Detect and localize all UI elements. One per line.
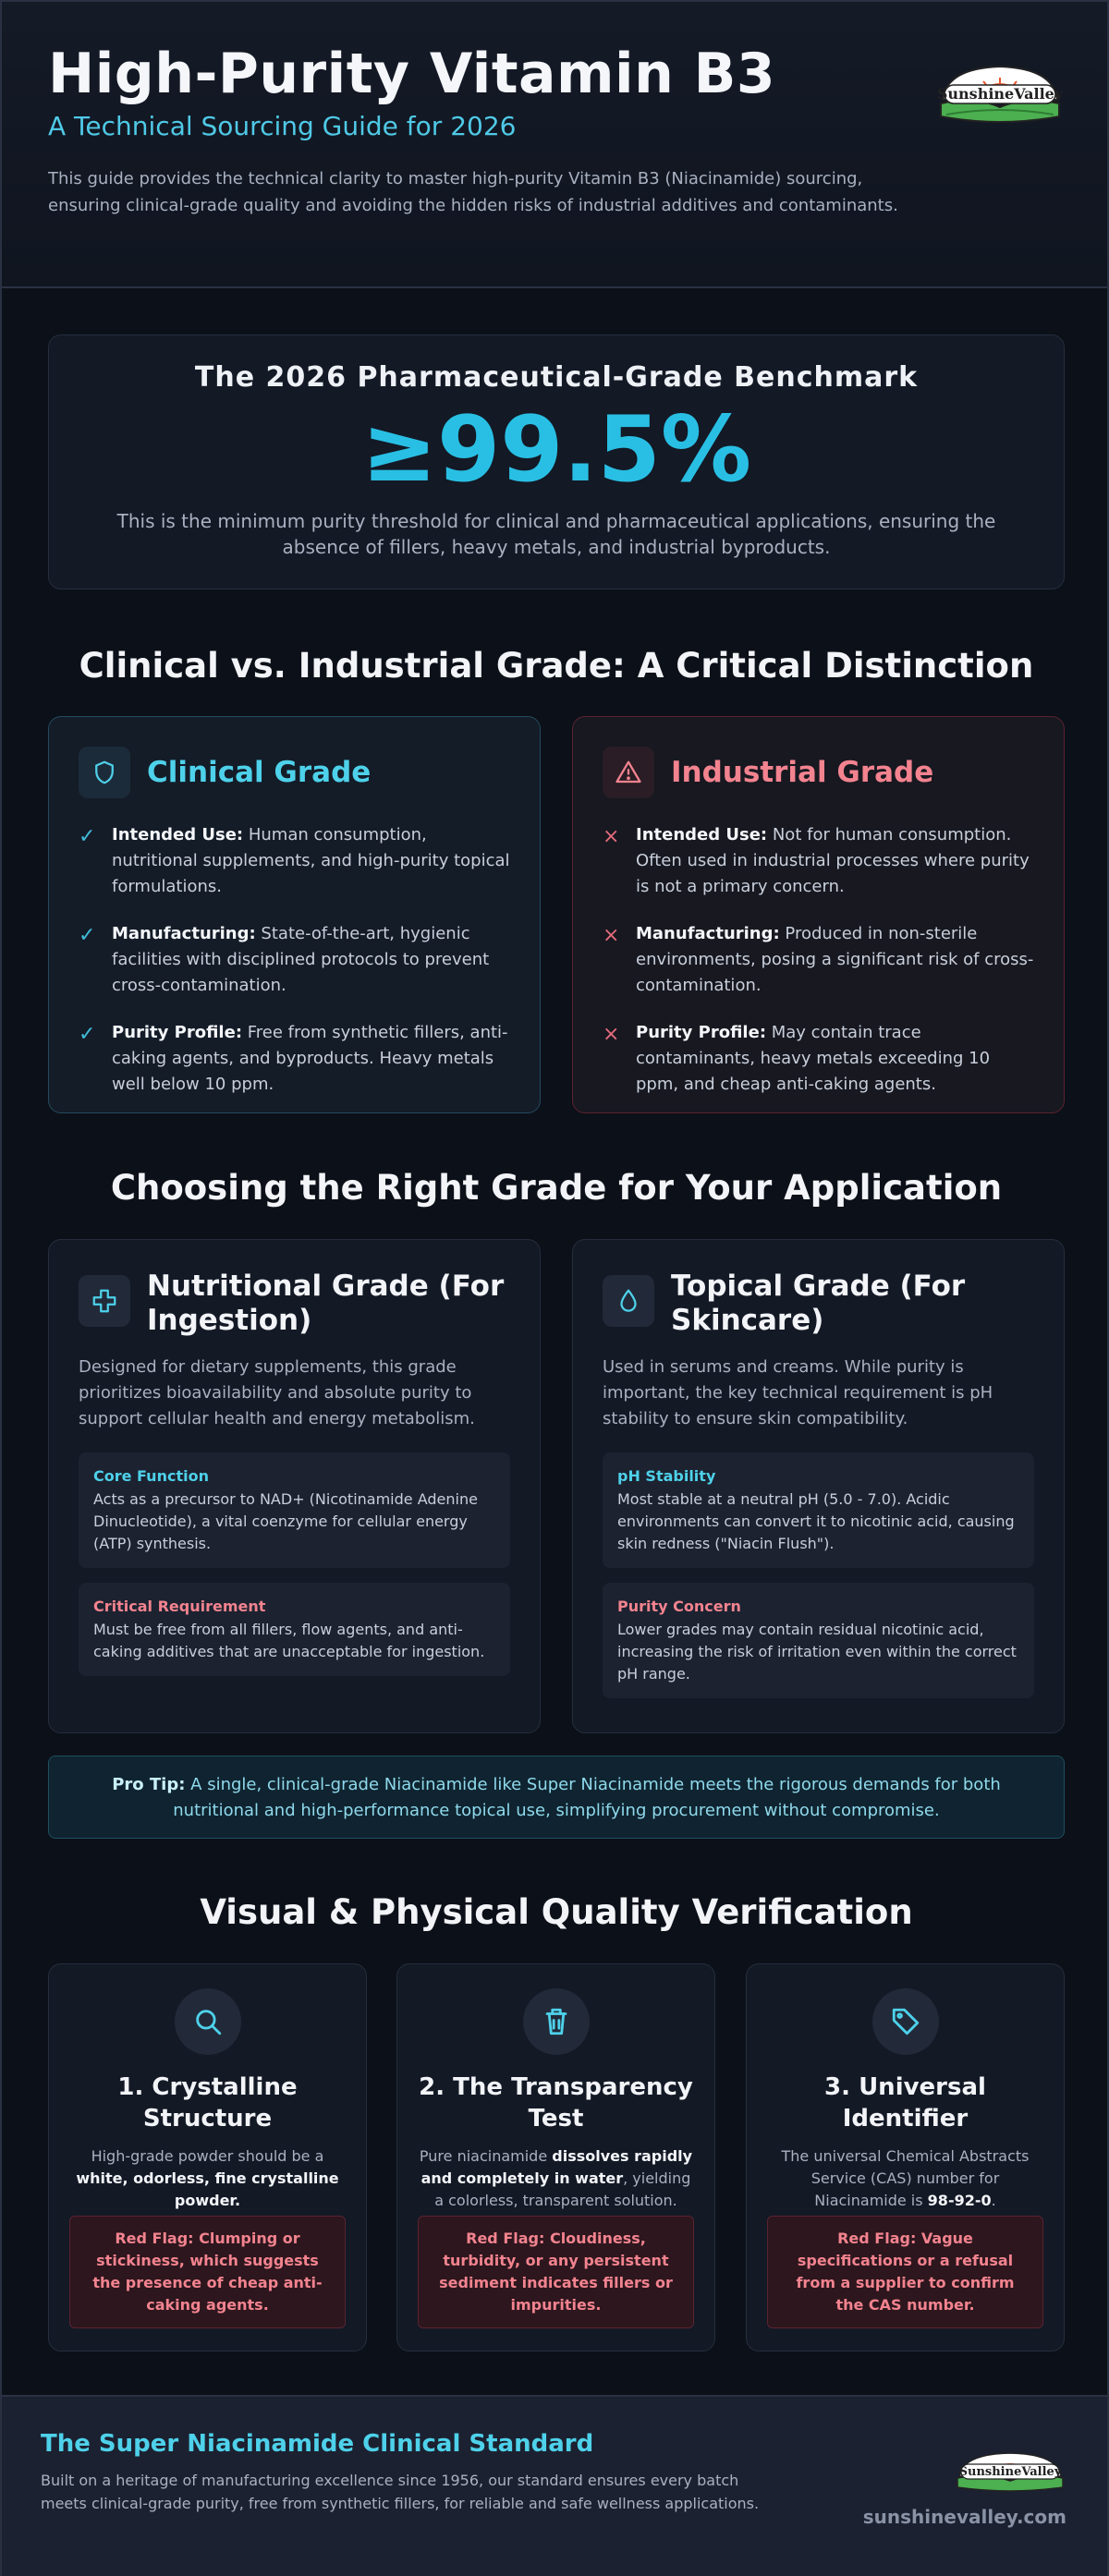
ph-stability-label: pH Stability [617,1467,716,1485]
intro-text: This guide provides the technical clarity to master high-purity Vitamin B3 (Niacinamide) sourcing, ensuring clinical-grade quality and avoiding the hidden risks of industrial additives and contaminants. [48,169,898,215]
benchmark-title: The 2026 Pharmaceutical-Grade Benchmark [194,361,919,394]
list-item: × Purity Profile: May contain trace contaminants, heavy metals exceeding 10 ppm, and cheap anti-caking agents. [603,1020,1034,1098]
plus-icon [79,1275,130,1327]
purity-concern-text: Lower grades may contain residual nicotinic acid, increasing the risk of irritation even within the correct pH range. [617,1621,1017,1683]
x-icon: × [603,1023,620,1046]
header [2,2,1107,288]
pro-tip-label: Pro Tip: [112,1775,186,1794]
clinical-grade-card [48,716,541,1113]
verification-card-crystalline [48,1963,367,2351]
core-function-label: Core Function [93,1467,209,1485]
verification-card-title: 1. Crystalline Structure [117,2073,298,2132]
topical-grade-description: Used in serums and creams. While purity is important, the key technical requirement is pH stability to ensure skin compatibility. [603,1357,993,1428]
industrial-grade-card [572,716,1065,1113]
verification-card-description: High-grade powder should be a white, odorless, fine crystalline powder. [76,2147,339,2209]
footer-description: Built on a heritage of manufacturing excellence since 1956, our standard ensures every batch meets clinical-grade purity, free from synthetic fillers, for reliable and safe wellness applications. [41,2472,760,2512]
topical-grade-title: Topical Grade (For Skincare) [671,1270,966,1337]
check-icon: ✓ [79,1023,96,1046]
nutritional-grade-description: Designed for dietary supplements, this grade prioritizes bioavailability and absolute purity to support cellular health and energy metabolism. [79,1357,475,1428]
footer [2,2395,1107,2576]
benchmark-description: This is the minimum purity threshold for clinical and pharmaceutical applications, ensuring the absence of fillers, heavy metals, and industrial byproducts. [116,510,996,558]
verification-card-description: The universal Chemical Abstracts Service (CAS) number for Niacinamide is 98-92-0. [781,2147,1030,2209]
svg-text:SunshineValley: SunshineValley [937,85,1063,103]
tag-icon [872,1988,939,2055]
page-subtitle: A Technical Sourcing Guide for 2026 [48,111,517,141]
ph-stability-box [603,1452,1034,1568]
verification-card-title: 2. The Transparency Test [419,2073,693,2132]
list-item: ✓ Intended Use: Human consumption, nutritional supplements, and high-purity topical formulations. [79,822,510,900]
page-title: High-Purity Vitamin B3 [48,42,776,106]
verification-card-identifier [746,1963,1065,2351]
purity-concern-box [603,1583,1034,1698]
verification-card-title: 3. Universal Identifier [824,2073,986,2132]
critical-requirement-label: Critical Requirement [93,1598,266,1615]
check-icon: ✓ [79,825,96,848]
footer-title: The Super Niacinamide Clinical Standard [41,2430,594,2458]
website-link[interactable]: sunshinevalley.com [862,2506,1066,2528]
svg-text:SunshineValley: SunshineValley [958,2465,1062,2479]
list-item: × Intended Use: Not for human consumption. Often used in industrial processes where purity is not a primary concern. [603,822,1034,900]
droplet-icon [603,1275,654,1327]
sunshine-valley-logo [937,59,1063,131]
critical-requirement-text: Must be free from all fillers, flow agents, and anti-caking additives that are unacceptable for ingestion. [93,1621,485,1660]
pro-tip-text: A single, clinical-grade Niacinamide like Super Niacinamide meets the rigorous demands for both nutritional and high-performance topical use, simplifying procurement without compromise. [173,1775,1001,1820]
core-function-box [79,1452,510,1568]
industrial-grade-title: Industrial Grade [671,756,934,789]
verification-card-transparency [396,1963,715,2351]
nutritional-grade-card [48,1239,541,1733]
red-flag-box: Red Flag: Vague specifications or a refusal from a supplier to confirm the CAS number. [767,2216,1043,2328]
applications-section-title: Choosing the Right Grade for Your Application [110,1168,1003,1208]
list-item: ✓ Manufacturing: State-of-the-art, hygienic facilities with disciplined protocols to prevent cross-contamination. [79,921,510,999]
sunshine-valley-logo [954,2448,1066,2495]
critical-requirement-box [79,1583,510,1676]
nutritional-grade-title: Nutritional Grade (For Ingestion) [147,1270,505,1337]
verification-card-description: Pure niacinamide dissolves rapidly and completely in water, yielding a colorless, transparent solution. [419,2147,693,2209]
x-icon: × [603,825,620,848]
x-icon: × [603,924,620,947]
shield-icon [79,747,130,798]
pro-tip-banner [48,1756,1065,1839]
verification-section-title: Visual & Physical Quality Verification [200,1892,913,1932]
search-icon [175,1988,241,2055]
list-item: ✓ Purity Profile: Free from synthetic fillers, anti-caking agents, and byproducts. Heavy metals well below 10 ppm. [79,1020,510,1098]
warning-icon [603,747,654,798]
comparison-section-title: Clinical vs. Industrial Grade: A Critical Distinction [79,646,1034,686]
list-item: × Manufacturing: Produced in non-sterile environments, posing a significant risk of cross-contamination. [603,921,1034,999]
beaker-icon [523,1988,590,2055]
topical-grade-card [572,1239,1065,1733]
ph-stability-text: Most stable at a neutral pH (5.0 - 7.0). Acidic environments can convert it to nicotinic acid, causing skin redness ("Niacin Flush"). [617,1490,1015,1552]
check-icon: ✓ [79,924,96,947]
core-function-text: Acts as a precursor to NAD+ (Nicotinamide Adenine Dinucleotide), a vital coenzyme for cellular energy (ATP) synthesis. [93,1490,478,1552]
red-flag-box: Red Flag: Clumping or stickiness, which suggests the presence of cheap anti-caking agents. [69,2216,346,2328]
benchmark-value: ≥99.5% [360,397,752,503]
purity-concern-label: Purity Concern [617,1598,741,1615]
benchmark-panel [48,334,1065,589]
clinical-grade-title: Clinical Grade [147,756,372,789]
red-flag-box: Red Flag: Cloudiness, turbidity, or any persistent sediment indicates fillers or impurities. [418,2216,694,2328]
